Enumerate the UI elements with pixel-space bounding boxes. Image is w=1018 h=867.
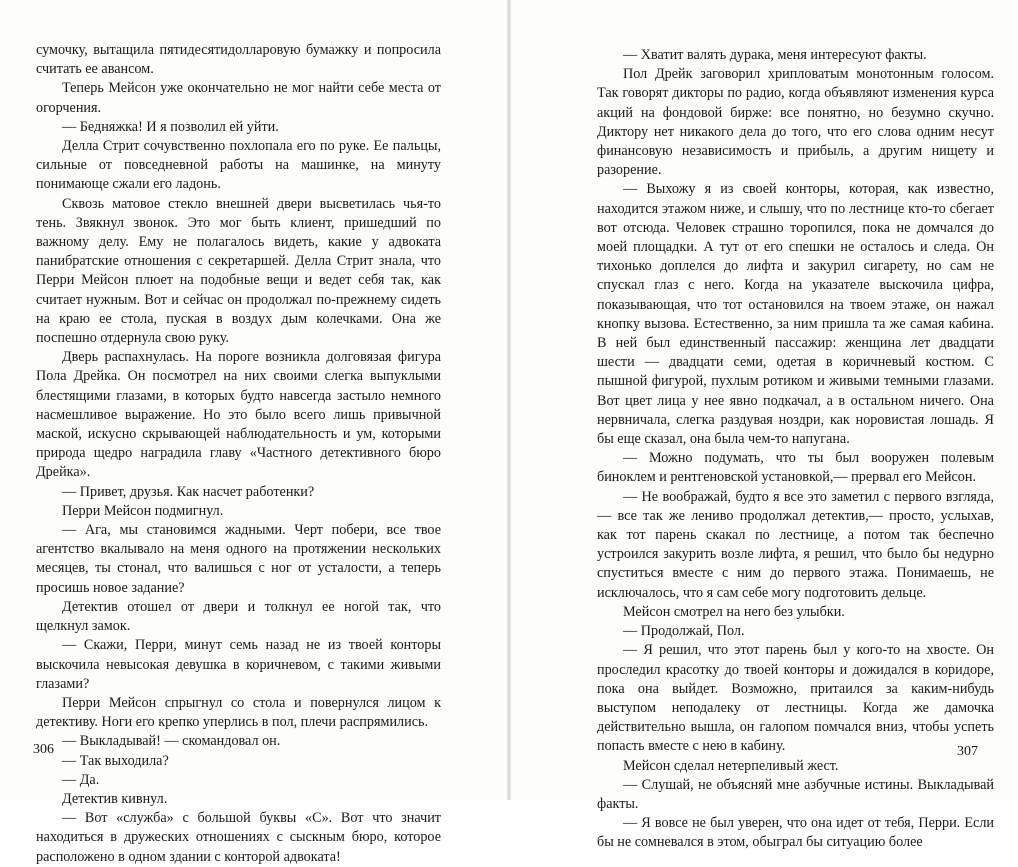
right-page-text [597, 46, 994, 853]
paragraph: Перри Мейсон спрыгнул со стола и повернулся лицом к детективу. Ноги его крепко уперлись в пол, плечи распрямились. [36, 694, 441, 731]
paragraph: Мейсон сделал нетерпеливый жест. [623, 757, 839, 774]
paragraph: — Я вовсе не был уверен, что она идет от тебя, Перри. Если бы не сомневался в этом, обыграл бы ситуацию более [597, 815, 994, 851]
paragraph: Дверь распахнулась. На пороге возникла долговязая фигура Пола Дрейка. Он посмотрел на них своими слегка выпуклыми блестящими глазами, в которых будто навсегда застыло немного насмешливое выражение. Но это было всего лишь привычной маской, искусно скрывающей наблюдательность и ум, которыми природа щедро наградила главу «Частного детективного бюро Дрейка». [36, 349, 441, 481]
paragraph: Перри Мейсон подмигнул. [62, 502, 224, 519]
paragraph: — Скажи, Перри, минут семь назад не из твоей конторы выскочила невысокая девушка в коричневом, с такими живыми глазами? [36, 637, 441, 692]
paragraph: Сквозь матовое стекло внешней двери высветилась чья-то тень. Звякнул звонок. Это мог быть клиент, пришедший по важному делу. Ему не полагалось видеть, какие у адвоката панибратские отношения с секретаршей. Делла Стрит знала, что Перри Мейсон плюет на подобные вещи и ведет себя так, как считает нужным. Вот и сейчас он продолжал по-прежнему сидеть на краю ее стола, пуская в воздух дым колечками. Она же поспешно отдернула свою руку. [36, 195, 441, 347]
left-page-text [36, 41, 441, 867]
paragraph: Мейсон смотрел на него без улыбки. [623, 603, 845, 620]
paragraph: — Выкладывай! — скомандовал он. [62, 733, 281, 750]
right-page [509, 0, 1018, 851]
paragraph: — Не воображай, будто я все это заметил с первого взгляда,— все так же лениво продолжал детектив,— просто, услыхав, как тот парень скакал по лестнице, а потом так беспечно устроился закурить возле лифта, я решил, что было бы недурно спуститься вместе с ним до первого этажа. Понимаешь, не исключалось, что я сам себе могу подготовить дельце. [597, 488, 994, 601]
paragraph: сумочку, вытащила пятидесятидолларовую бумажку и попросила считать ее авансом. [36, 42, 441, 78]
paragraph: Детектив кивнул. [62, 790, 168, 807]
paragraph: — Слушай, не объясняй мне азбучные истины. Выкладывай факты. [597, 776, 994, 812]
left-page-number: 306 [33, 742, 54, 757]
paragraph: — Хватит валять дурака, меня интересуют факты. [623, 47, 927, 63]
paragraph: — Вот «служба» с большой буквы «С». Вот что значит находиться в дружеских отношениях с сыскным бюро, которое расположено в одном здании с конторой адвоката! [36, 810, 441, 865]
paragraph: Пол Дрейк заговорил хрипловатым монотонным голосом. Так говорят дикторы по радио, когда объявляют изменения курса акций на фондовой бирже: все понятно, но безумно скучно. Диктору нет никакого дела до того, что его слова одним несут финансовую независимость и прибыль, а другим нищету и разорение. [597, 66, 994, 179]
right-page-number: 307 [957, 744, 978, 759]
paragraph: — Да. [62, 771, 100, 788]
paragraph: Делла Стрит сочувственно похлопала его по руке. Ее пальцы, сильные от повседневной работы на машинке, на минуту понимающе сжали его ладонь. [36, 138, 441, 193]
paragraph: Теперь Мейсон уже окончательно не мог найти себе места от огорчения. [36, 80, 441, 116]
paragraph: — Выхожу я из своей конторы, которая, как известно, находится этажом ниже, и слышу, что по лестнице кто-то сбегает вот отсюда. Человек страшно торопился, пока не домчался до моей площадки. А тут от его спешки не осталось и следа. Он тихонько доплелся до лифта и закурил сигарету, но сам не спускал глаз с него. Когда на указателе выскочила цифра, показывающая, что тот остановился на твоем этаже, он нажал кнопку вызова. Естественно, за ним пришла та же самая кабина. В ней был единственный пассажир: женщина лет двадцати шести — двадцати семи, одетая в коричневый костюм. С пышной фигурой, пухлым ротиком и живыми темными глазами. Вот цвет лица у нее явно подкачал, а в остальном ничего. Она нервничала, слегка раздувая ноздри, как норовистая лошадь. Я бы еще сказал, она была чем-то напугана. [597, 181, 994, 448]
paragraph: — Я решил, что этот парень был у кого-то на хвосте. Он проследил красотку до твоей конторы и дожидался в коридоре, пока она выйдет. Возможно, притаился за каким-нибудь выступом неподалеку от лестницы. Когда же дамочка действительно вышла, он галопом помчался вниз, чтобы успеть попасть вместе с нею в кабину. [597, 642, 994, 755]
paragraph: — Бедняжка! И я позволил ей уйти. [62, 118, 279, 135]
paragraph: — Так выходила? [62, 752, 169, 769]
left-page [0, 0, 509, 865]
paragraph: — Продолжай, Пол. [623, 623, 745, 640]
paragraph: Детектив отошел от двери и толкнул ее ногой так, что щелкнул замок. [36, 598, 441, 635]
paragraph: — Ага, мы становимся жадными. Черт побери, все твое агентство вкалывало на меня одного на протяжении нескольких месяцев, ты стонал, что валишься с ног от усталости, а теперь просишь новое задание? [36, 522, 441, 596]
paragraph: — Можно подумать, что ты был вооружен полевым биноклем и рентгеновской установкой,— прервал его Мейсон. [597, 450, 994, 486]
paragraph: — Привет, друзья. Как насчет работенки? [62, 483, 315, 500]
